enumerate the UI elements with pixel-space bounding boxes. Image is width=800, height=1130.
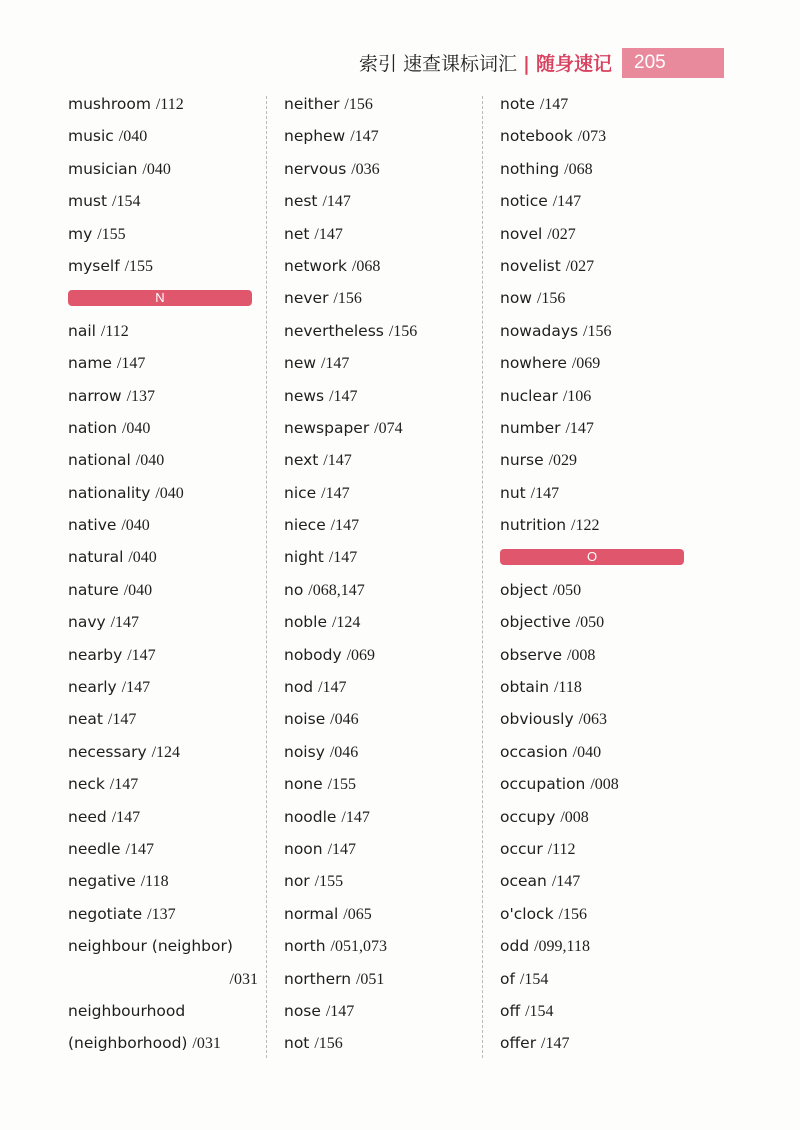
entry-word: next (284, 451, 319, 470)
entry-word: occasion (500, 742, 568, 761)
entry-page-ref: /147 (341, 808, 370, 826)
index-entry (68, 736, 258, 768)
entry-page-ref: /155 (124, 257, 154, 275)
entry-word: now (500, 289, 532, 308)
entry-page-ref: /068 (564, 160, 593, 178)
index-entry (68, 347, 258, 379)
index-entry (284, 218, 474, 250)
entry-word: number (500, 418, 561, 437)
entry-page-ref: /147 (322, 193, 351, 211)
entry-page-ref: /156 (314, 1035, 343, 1053)
entry-page-ref: /040 (155, 484, 184, 502)
entry-page-ref: /027 (547, 225, 576, 243)
entry-page-ref: /046 (329, 743, 359, 761)
index-entry (500, 833, 690, 865)
entry-word: mushroom (68, 95, 151, 113)
entry-page-ref: /036 (351, 160, 380, 178)
entry-page-ref: /147 (320, 355, 350, 373)
section-letter-bar: N (68, 290, 252, 306)
index-entry (284, 833, 474, 865)
entry-page-ref: /156 (558, 905, 587, 923)
entry-word: noodle (284, 807, 337, 826)
index-entry (68, 833, 258, 865)
entry-word: must (68, 192, 108, 211)
index-entry (500, 250, 690, 282)
index-entry (500, 380, 690, 412)
index-entry (68, 153, 258, 185)
index-entry (284, 477, 474, 509)
entry-word: nor (284, 872, 310, 891)
entry-word: o'clock (500, 904, 554, 923)
entry-word: northern (284, 969, 352, 988)
header-subtitle: 随身速记 (535, 53, 612, 75)
entry-word: nowhere (500, 354, 567, 373)
index-entry (500, 218, 690, 250)
entry-word: notebook (500, 127, 573, 146)
entry-page-ref: /154 (519, 970, 549, 988)
entry-word: nail (68, 321, 96, 340)
entry-word: none (284, 775, 323, 794)
index-entry (68, 477, 258, 509)
entry-page-ref: /147 (530, 484, 560, 502)
entry-word: nationality (68, 483, 151, 502)
entry-word: nuclear (500, 386, 558, 405)
entry-page-ref: /112 (100, 322, 129, 340)
index-entry (284, 153, 474, 185)
index-entry (284, 865, 474, 897)
index-entry (284, 930, 474, 962)
index-entry (284, 120, 474, 152)
entry-page-ref: /154 (525, 1002, 554, 1020)
index-entry (68, 120, 258, 152)
index-entry (500, 639, 690, 671)
index-entry (68, 963, 258, 995)
entry-word: occur (500, 839, 543, 858)
entry-page-ref: /124 (331, 614, 361, 632)
entry-page-ref: /069 (571, 355, 601, 373)
entry-word: musician (68, 159, 138, 178)
entry-page-ref: /027 (565, 257, 595, 275)
index-entry (500, 153, 690, 185)
entry-page-ref: /124 (151, 743, 181, 761)
entry-word: nearly (68, 678, 117, 697)
index-entry (284, 509, 474, 541)
index-entry (500, 963, 690, 995)
entry-page-ref: /147 (551, 873, 581, 891)
entry-page-ref: /068,147 (308, 581, 365, 599)
entry-page-ref: /147 (329, 387, 358, 405)
index-entry (500, 477, 690, 509)
index-entry (68, 509, 258, 541)
entry-word: name (68, 354, 112, 373)
entry-page-ref: /154 (112, 193, 141, 211)
section-letter-bar: O (500, 549, 684, 565)
entry-word: notice (500, 192, 548, 211)
index-entry (500, 347, 690, 379)
index-entry (284, 250, 474, 282)
entry-word: my (68, 224, 93, 243)
entry-page-ref: /051 (355, 970, 385, 988)
entry-word: novelist (500, 256, 561, 275)
entry-page-ref: /156 (333, 290, 362, 308)
entry-page-ref: /031 (229, 970, 258, 988)
entry-page-ref: /063 (578, 711, 608, 729)
entry-word: neighbour (neighbor) (68, 937, 233, 956)
entry-word: nature (68, 580, 119, 599)
entry-page-ref: /040 (121, 419, 151, 437)
entry-page-ref: /099,118 (534, 938, 590, 956)
entry-word: observe (500, 645, 563, 664)
index-entry (284, 88, 474, 120)
index-entry (500, 412, 690, 444)
index-entry (500, 801, 690, 833)
index-entry (500, 995, 690, 1027)
entry-page-ref: /147 (323, 452, 352, 470)
entry-word: nephew (284, 127, 346, 146)
section-header (500, 541, 690, 573)
entry-page-ref: /040 (142, 160, 171, 178)
entry-page-ref: /147 (314, 225, 343, 243)
entry-page-ref: /031 (192, 1035, 221, 1053)
index-entry (500, 444, 690, 476)
entry-page-ref: /069 (346, 646, 376, 664)
index-entry (68, 380, 258, 412)
entry-page-ref: /147 (121, 679, 151, 697)
index-entry (284, 380, 474, 412)
index-entry (284, 606, 474, 638)
entry-word: not (284, 1034, 310, 1053)
index-entry (500, 865, 690, 897)
entry-page-ref: /137 (147, 905, 176, 923)
entry-word: narrow (68, 386, 122, 405)
entry-word: nowadays (500, 321, 579, 340)
index-entry (284, 768, 474, 800)
page-header (0, 46, 800, 80)
page-number: 205 (622, 48, 724, 78)
index-entry (500, 574, 690, 606)
entry-word: obviously (500, 710, 574, 729)
entry-page-ref: /040 (135, 452, 165, 470)
entry-word: neck (68, 775, 105, 794)
entry-word: nervous (284, 159, 347, 178)
index-entry (68, 703, 258, 735)
entry-page-ref: /122 (571, 517, 600, 535)
entry-page-ref: /147 (109, 776, 139, 794)
index-entry (68, 995, 258, 1027)
index-entry (500, 606, 690, 638)
index-entry (500, 703, 690, 735)
entry-page-ref: /040 (118, 128, 148, 146)
entry-word: noisy (284, 742, 325, 761)
entry-page-ref: /029 (548, 452, 578, 470)
entry-word: never (284, 289, 329, 308)
entry-page-ref: /040 (121, 517, 150, 535)
entry-page-ref: /155 (97, 225, 126, 243)
index-entry (284, 898, 474, 930)
entry-page-ref: /147 (565, 419, 594, 437)
index-entry (284, 639, 474, 671)
entry-word: off (500, 1001, 521, 1020)
entry-page-ref: /137 (126, 387, 156, 405)
entry-page-ref: /147 (327, 840, 357, 858)
entry-word: neighbourhood (68, 1001, 186, 1020)
entry-word: noble (284, 613, 327, 632)
entry-page-ref: /155 (314, 873, 344, 891)
entry-page-ref: /147 (111, 808, 141, 826)
entry-word: neat (68, 710, 103, 729)
entry-word: myself (68, 256, 120, 275)
index-entry (68, 444, 258, 476)
entry-page-ref: /118 (553, 679, 582, 697)
entry-word: nation (68, 418, 118, 437)
entry-word: national (68, 451, 131, 470)
entry-page-ref: /040 (572, 743, 602, 761)
entry-word: objective (500, 613, 571, 632)
entry-page-ref: /156 (388, 322, 418, 340)
entry-page-ref: /147 (325, 1002, 355, 1020)
entry-page-ref: /068 (351, 257, 381, 275)
entry-word: natural (68, 548, 124, 567)
index-entry (68, 898, 258, 930)
entry-page-ref: /147 (107, 711, 137, 729)
index-entry (68, 88, 258, 120)
index-column-1 (68, 88, 258, 1060)
index-entry (500, 120, 690, 152)
entry-word: net (284, 224, 310, 243)
entry-page-ref: /008 (560, 808, 589, 826)
index-entry (284, 444, 474, 476)
index-entry (284, 801, 474, 833)
index-entry (68, 218, 258, 250)
index-entry (500, 736, 690, 768)
entry-page-ref: /147 (541, 1035, 570, 1053)
entry-page-ref: /050 (552, 581, 582, 599)
entry-word: niece (284, 516, 326, 535)
index-entry (68, 250, 258, 282)
entry-word: normal (284, 904, 339, 923)
entry-word: need (68, 807, 107, 826)
index-entry (284, 347, 474, 379)
entry-word: needle (68, 839, 121, 858)
entry-word: nod (284, 678, 314, 697)
entry-page-ref: /008 (590, 776, 619, 794)
entry-word: native (68, 516, 117, 535)
entry-word: of (500, 969, 515, 988)
entry-word: (neighborhood) (68, 1034, 188, 1053)
entry-page-ref: /156 (583, 322, 612, 340)
entry-word: navy (68, 613, 106, 632)
entry-word: noon (284, 839, 323, 858)
index-entry (284, 995, 474, 1027)
entry-word: nobody (284, 645, 342, 664)
entry-word: offer (500, 1034, 537, 1053)
entry-page-ref: /147 (330, 517, 360, 535)
index-entry (68, 574, 258, 606)
index-entry (68, 315, 258, 347)
index-entry (284, 736, 474, 768)
entry-word: newspaper (284, 418, 370, 437)
index-entry (500, 898, 690, 930)
entry-page-ref: /147 (552, 193, 582, 211)
entry-page-ref: /156 (344, 96, 373, 113)
index-entry (500, 930, 690, 962)
entry-page-ref: /147 (321, 484, 350, 502)
entry-word: novel (500, 224, 543, 243)
index-entry (68, 671, 258, 703)
entry-page-ref: /147 (328, 549, 358, 567)
index-entry (284, 315, 474, 347)
index-entry (68, 639, 258, 671)
index-entry (284, 185, 474, 217)
entry-page-ref: /147 (318, 679, 347, 697)
index-entry (68, 606, 258, 638)
index-entry (68, 185, 258, 217)
index-entry (500, 509, 690, 541)
entry-word: noise (284, 710, 326, 729)
entry-page-ref: /147 (127, 646, 156, 664)
entry-word: nut (500, 483, 526, 502)
entry-word: occupation (500, 775, 586, 794)
entry-page-ref: /147 (125, 840, 154, 858)
index-entry (500, 185, 690, 217)
column-divider (482, 96, 483, 1058)
index-entry (68, 930, 258, 962)
header-title-group (359, 49, 612, 76)
entry-word: neither (284, 95, 340, 113)
entry-word: night (284, 548, 324, 567)
entry-word: nevertheless (284, 321, 384, 340)
index-column-2 (284, 88, 474, 1060)
index-entry (284, 412, 474, 444)
entry-word: negative (68, 872, 136, 891)
entry-page-ref: /073 (577, 128, 607, 146)
index-entry (500, 768, 690, 800)
entry-page-ref: /040 (123, 581, 153, 599)
entry-word: nearby (68, 645, 123, 664)
entry-word: nutrition (500, 516, 567, 535)
index-entry (500, 671, 690, 703)
section-header (68, 282, 258, 314)
index-entry (68, 768, 258, 800)
entry-page-ref: /040 (128, 549, 157, 567)
entry-word: north (284, 937, 326, 956)
entry-word: object (500, 580, 548, 599)
entry-word: new (284, 354, 317, 373)
entry-page-ref: /147 (350, 128, 379, 146)
index-entry (500, 282, 690, 314)
entry-page-ref: /050 (575, 614, 605, 632)
entry-page-ref: /008 (566, 646, 596, 664)
entry-page-ref: /118 (140, 873, 169, 891)
index-entry (68, 412, 258, 444)
entry-page-ref: /147 (110, 614, 140, 632)
index-entry (500, 315, 690, 347)
entry-word: obtain (500, 678, 550, 697)
entry-page-ref: /074 (374, 419, 403, 437)
entry-word: nice (284, 483, 317, 502)
entry-word: odd (500, 937, 530, 956)
entry-word: music (68, 127, 114, 146)
index-entry (284, 574, 474, 606)
entry-page-ref: /147 (116, 355, 146, 373)
entry-word: nest (284, 192, 318, 211)
entry-word: necessary (68, 742, 147, 761)
entry-word: no (284, 580, 304, 599)
index-entry (284, 1027, 474, 1059)
index-entry (284, 541, 474, 573)
entry-word: note (500, 95, 535, 113)
index-entry (68, 1027, 258, 1059)
entry-word: news (284, 386, 325, 405)
entry-page-ref: /156 (536, 290, 566, 308)
entry-page-ref: /147 (539, 96, 569, 113)
entry-word: network (284, 256, 347, 275)
entry-page-ref: /046 (330, 711, 359, 729)
index-column-3 (500, 88, 690, 1060)
entry-word: negotiate (68, 904, 143, 923)
entry-word: ocean (500, 872, 547, 891)
index-entry (500, 1027, 690, 1059)
entry-word: nothing (500, 159, 560, 178)
entry-word: nose (284, 1001, 321, 1020)
header-title: 索引 速查课标词汇 (358, 53, 518, 75)
entry-word: nurse (500, 451, 544, 470)
index-entry (284, 963, 474, 995)
entry-page-ref: /112 (547, 840, 576, 858)
index-entry (68, 541, 258, 573)
index-entry (500, 88, 690, 120)
entry-page-ref: /155 (327, 776, 357, 794)
entry-page-ref: /065 (343, 905, 372, 923)
column-divider (266, 96, 267, 1058)
entry-page-ref: /106 (562, 387, 592, 405)
index-entry (284, 703, 474, 735)
index-entry (284, 671, 474, 703)
index-entry (68, 865, 258, 897)
index-entry (284, 282, 474, 314)
header-separator: | (523, 53, 530, 75)
index-entry (68, 801, 258, 833)
entry-page-ref: /051,073 (330, 938, 387, 956)
entry-word: occupy (500, 807, 556, 826)
entry-page-ref: /112 (155, 96, 184, 113)
